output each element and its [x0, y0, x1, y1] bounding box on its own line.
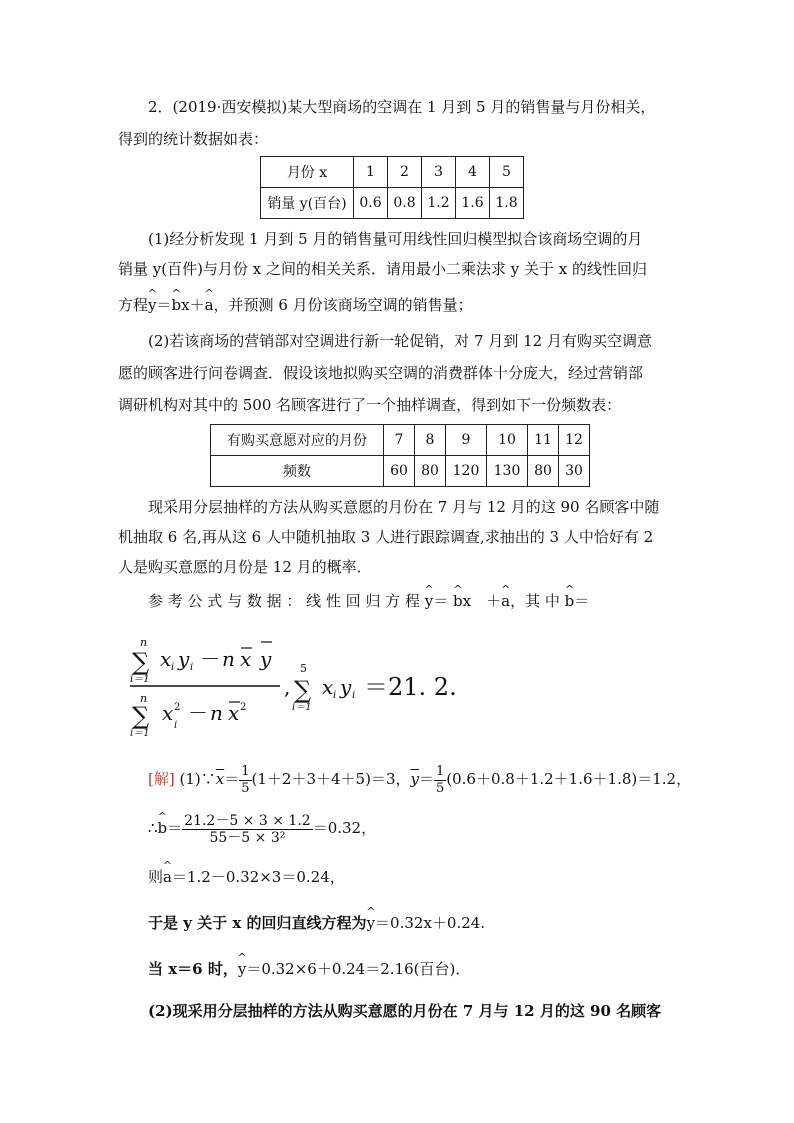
solution-line-6: (2)现采用分层抽样的方法从购买意愿的月份在 7 月与 12 月的这 90 名顾客 [148, 1002, 662, 1020]
q2-line-1: (2)若该商场的营销部对空调进行新一轮促销，对 7 月到 12 月有购买空调意 [148, 332, 652, 350]
svg-text:n: n [222, 647, 235, 671]
table1-sales: 0.6 [354, 188, 388, 219]
svg-text:y: y [260, 647, 272, 671]
sales-table [260, 156, 524, 219]
table1-header-month: 月份 x [261, 157, 354, 188]
table1-month: 3 [422, 157, 456, 188]
table2-month: 11 [528, 425, 559, 456]
svg-text:x: x [240, 647, 252, 671]
table2-count: 60 [384, 456, 415, 487]
q2-line-3: 调研机构对其中的 500 名顾客进行了一个抽样调查，得到如下一份频数表： [118, 396, 622, 414]
table1-header-sales: 销量 y(百台) [261, 188, 354, 219]
problem-line-2: 得到的统计数据如表： [118, 130, 269, 148]
q1-line-3: 方程^ y＝^ bx＋^ a，并预测 6 月份该商场空调的销售量； [118, 294, 678, 316]
table2-month: 12 [559, 425, 590, 456]
svg-text:2: 2 [240, 702, 247, 713]
solution-line-5: 当 x＝6 时，^ y＝0.32×6＋0.24＝2.16(百台)． [148, 958, 708, 980]
table2-count: 30 [559, 456, 590, 487]
table1-sales: 1.8 [490, 188, 524, 219]
svg-text:y: y [340, 675, 352, 699]
problem-line-1: 2．(2019·西安模拟)某大型商场的空调在 1 月到 5 月的销售量与月份相关， [148, 98, 656, 116]
svg-text:n: n [140, 692, 148, 705]
svg-text:n: n [140, 636, 148, 649]
svg-text:x: x [322, 675, 334, 699]
solution-tag: [解] [148, 770, 175, 788]
svg-text:i: i [352, 690, 356, 701]
svg-text:,: , [284, 675, 291, 699]
svg-text:－: － [188, 701, 208, 725]
svg-text:∑: ∑ [294, 676, 312, 704]
q2-line-6: 人是购买意愿的月份是 12 月的概率． [118, 558, 372, 576]
regression-formula [128, 632, 548, 742]
svg-text:5: 5 [300, 662, 307, 675]
table1-month: 4 [456, 157, 490, 188]
svg-text:i: i [333, 690, 337, 701]
table1-sales: 1.6 [456, 188, 490, 219]
table2-count: 80 [415, 456, 446, 487]
svg-text:i: i [174, 720, 178, 731]
q2-line-4: 现采用分层抽样的方法从购买意愿的月份在 7 月与 12 月的这 90 名顾客中随 [148, 498, 660, 516]
q1-line-1: (1)经分析发现 1 月到 5 月的销售量可用线性回归模型拟合该商场空调的月 [148, 230, 643, 248]
table1-month: 5 [490, 157, 524, 188]
svg-text:∑: ∑ [132, 648, 150, 676]
svg-text:i: i [171, 662, 175, 673]
q1-line-2: 销量 y(百件)与月份 x 之间的相关关系．请用最小二乘法求 y 关于 x 的线性回归 [118, 260, 647, 278]
table2-header-month: 有购买意愿对应的月份 [211, 425, 384, 456]
svg-text:i＝1: i＝1 [292, 702, 312, 713]
table1-month: 1 [354, 157, 388, 188]
svg-text:n: n [210, 701, 223, 725]
svg-text:x: x [160, 647, 172, 671]
sum-value: ＝21. 2. [364, 673, 457, 701]
svg-text:∑: ∑ [132, 702, 150, 730]
svg-text:x: x [228, 701, 240, 725]
svg-text:－: － [200, 647, 220, 671]
solution-line-3: 则^ a＝1.2－0.32×3＝0.24， [148, 866, 708, 888]
table2-count: 130 [487, 456, 528, 487]
table2-header-count: 频数 [211, 456, 384, 487]
table2-count: 120 [446, 456, 487, 487]
frequency-table [210, 424, 590, 487]
svg-text:i＝1: i＝1 [130, 674, 150, 685]
table2-count: 80 [528, 456, 559, 487]
reference-line: 参 考 公 式 与 数 据 ： 线 性 回 归 方 程 ^ y＝ ^ bx ＋^ a，其 中 ^ b＝ [148, 590, 678, 612]
table2-month: 8 [415, 425, 446, 456]
q2-line-2: 愿的顾客进行问卷调查．假设该地拟购买空调的消费群体十分庞大，经过营销部 [118, 364, 644, 382]
svg-text:i: i [190, 662, 194, 673]
table2-month: 7 [384, 425, 415, 456]
solution-line-4: 于是 y 关于 x 的回归直线方程为^ y＝0.32x＋0.24. [148, 912, 708, 934]
svg-text:x: x [162, 701, 174, 725]
table1-sales: 0.8 [388, 188, 422, 219]
table1-sales: 1.2 [422, 188, 456, 219]
svg-text:i＝1: i＝1 [130, 728, 150, 739]
q2-line-5: 机抽取 6 名,再从这 6 人中随机抽取 3 人进行跟踪调查,求抽出的 3 人中恰好有 2 [118, 528, 654, 546]
table2-month: 10 [487, 425, 528, 456]
table1-month: 2 [388, 157, 422, 188]
svg-text:y: y [178, 647, 190, 671]
table2-month: 9 [446, 425, 487, 456]
svg-text:2: 2 [174, 702, 181, 713]
solution-line-1: [解] $(1)\because\overline{x}=$ $\frac{1}{5}$ (1＋2＋3＋4＋5)＝3，$\overline{y}=$ $\frac{1}{5}$ (0.6＋0.8＋1.2＋1.6＋1.8)＝1.2， [148, 763, 692, 796]
solution-line-2: ∴^ b＝ $\frac{21.2-5 \times 3 \times 1.2}{\text{55－5 × 3²}}$ ＝0.32， [148, 808, 708, 848]
